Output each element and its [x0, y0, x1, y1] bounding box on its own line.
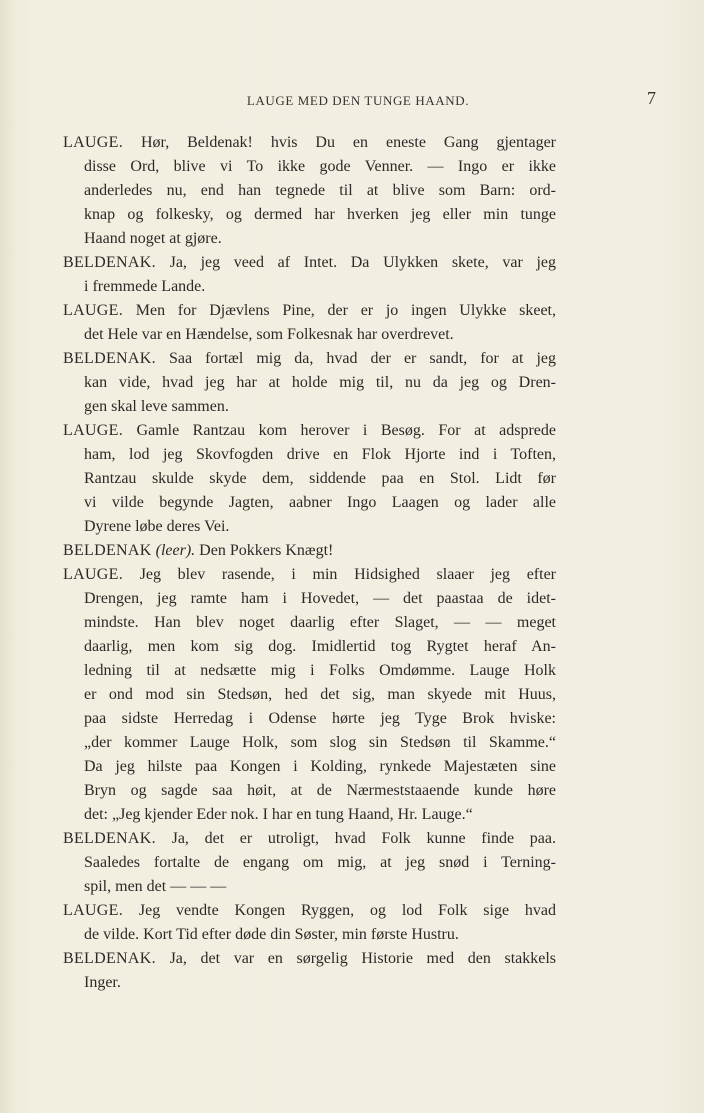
speech-text: det Hele var en Hændelse, som Folkesnak har overdrevet.	[84, 326, 454, 343]
text-line	[63, 563, 556, 587]
text-line	[63, 131, 556, 155]
speech-text: Ja, jeg veed af Intet. Da Ulykken skete, var jeg	[169, 254, 557, 271]
text-line	[63, 683, 556, 707]
speech-text: mindste. Han blev noget daarlig efter Slaget, — — meget	[84, 614, 556, 631]
speech-text: er ond mod sin Stedsøn, hed det sig, man skyede mit Huus,	[84, 686, 556, 703]
text-line	[63, 827, 556, 851]
text-line	[63, 443, 556, 467]
speech-text: gen skal leve sammen.	[84, 398, 229, 415]
text-line	[63, 467, 556, 491]
stage-direction: (leer).	[155, 542, 196, 559]
text-line	[63, 371, 556, 395]
page-header	[60, 90, 656, 112]
text-line	[63, 419, 556, 443]
speaker-name: BELDENAK.	[63, 350, 156, 367]
speech-text: ledning til at nedsætte mig i Folks Omdømme. Lauge Holk	[84, 662, 556, 679]
text-line	[63, 587, 556, 611]
speech-text: ham, lod jeg Skovfogden drive en Flok Hjorte ind i Toften,	[84, 446, 556, 463]
speech-text: det: „Jeg kjender Eder nok. I har en tung Haand, Hr. Lauge.“	[84, 806, 473, 823]
text-line	[63, 779, 556, 803]
text-line	[63, 251, 556, 275]
speech-text: spil, men det — — —	[84, 878, 227, 895]
speech-text: Drengen, jeg ramte ham i Hovedet, — det paastaa de idet-	[84, 590, 556, 607]
text-line	[63, 227, 556, 251]
text-line	[63, 899, 556, 923]
text-line	[63, 323, 556, 347]
text-line	[63, 155, 556, 179]
text-line	[63, 203, 556, 227]
text-line	[63, 947, 556, 971]
speaker-name: LAUGE.	[63, 902, 124, 919]
text-line	[63, 299, 556, 323]
speech-text: Men for Djævlens Pine, der er jo ingen Ulykke skeet,	[135, 302, 557, 319]
speech-text: i fremmede Lande.	[84, 278, 206, 295]
speech-text: Saa fortæl mig da, hvad der er sandt, for at jeg	[168, 350, 557, 367]
text-line	[63, 731, 556, 755]
text-line	[63, 347, 556, 371]
speaker-name: LAUGE.	[63, 566, 124, 583]
speech-text: Haand noget at gjøre.	[84, 230, 222, 247]
page-body	[63, 131, 556, 995]
text-line	[63, 179, 556, 203]
speaker-name: BELDENAK.	[63, 830, 156, 847]
speech-text: de vilde. Kort Tid efter døde din Søster, min første Hustru.	[84, 926, 459, 943]
speech-text: Dyrene løbe deres Vei.	[84, 518, 230, 535]
text-line	[63, 707, 556, 731]
speech-text: knap og folkesky, og dermed har hverken jeg eller min tunge	[84, 206, 556, 223]
text-line	[63, 611, 556, 635]
speech-text: „der kommer Lauge Holk, som slog sin Stedsøn til Skamme.“	[84, 734, 556, 751]
text-line	[63, 851, 556, 875]
speech-text: Da jeg hilste paa Kongen i Kolding, rynkede Majestæten sine	[84, 758, 556, 775]
speaker-name: BELDENAK.	[63, 254, 156, 271]
text-line	[63, 803, 556, 827]
speech-text: daarlig, men kom sig dog. Imidlertid tog Rygtet heraf An-	[84, 638, 556, 655]
speech-text: Ja, det var en sørgelig Historie med den stakkels	[169, 950, 557, 967]
text-line	[63, 539, 556, 563]
text-line	[63, 491, 556, 515]
text-line	[63, 275, 556, 299]
speaker-name: LAUGE.	[63, 302, 124, 319]
text-line	[63, 755, 556, 779]
text-line	[63, 971, 556, 995]
text-line	[63, 659, 556, 683]
speech-text: Gamle Rantzau kom herover i Besøg. For at adsprede	[136, 422, 557, 439]
speech-text: kan vide, hvad jeg har at holde mig til, nu da jeg og Dren-	[84, 374, 556, 391]
running-head: LAUGE MED DEN TUNGE HAAND.	[246, 93, 470, 108]
speech-text: Saaledes fortalte de engang om mig, at jeg snød i Terning-	[84, 854, 556, 871]
speech-text: Inger.	[84, 974, 121, 991]
text-line	[63, 923, 556, 947]
speech-text: anderledes nu, end han tegnede til at blive som Barn: ord-	[84, 182, 556, 199]
speaker-name: BELDENAK	[63, 542, 152, 559]
text-line	[63, 875, 556, 899]
speech-text: vi vilde begynde Jagten, aabner Ingo Laagen og lader alle	[84, 494, 556, 511]
speech-text: Bryn og sagde saa høit, at de Nærmeststaaende kunde høre	[84, 782, 556, 799]
speech-text: Jeg blev rasende, i min Hidsighed slaaer jeg efter	[139, 566, 557, 583]
page-number: 7	[647, 88, 656, 108]
speaker-name: LAUGE.	[63, 134, 124, 151]
speaker-name: LAUGE.	[63, 422, 124, 439]
speech-text: disse Ord, blive vi To ikke gode Venner. — Ingo er ikke	[84, 158, 556, 175]
speech-text: Jeg vendte Kongen Ryggen, og lod Folk sige hvad	[138, 902, 556, 919]
speaker-name: BELDENAK.	[63, 950, 156, 967]
text-line	[63, 395, 556, 419]
speech-text: Den Pokkers Knægt!	[199, 542, 334, 559]
text-line	[63, 515, 556, 539]
speech-text: Hør, Beldenak! hvis Du en eneste Gang gjentager	[140, 134, 556, 151]
text-line	[63, 635, 556, 659]
speech-text: paa sidste Herredag i Odense hørte jeg Tyge Brok hviske:	[84, 710, 556, 727]
speech-text: Ja, det er utroligt, hvad Folk kunne finde paa.	[171, 830, 556, 847]
speech-text: Rantzau skulde skyde dem, siddende paa en Stol. Lidt før	[84, 470, 556, 487]
